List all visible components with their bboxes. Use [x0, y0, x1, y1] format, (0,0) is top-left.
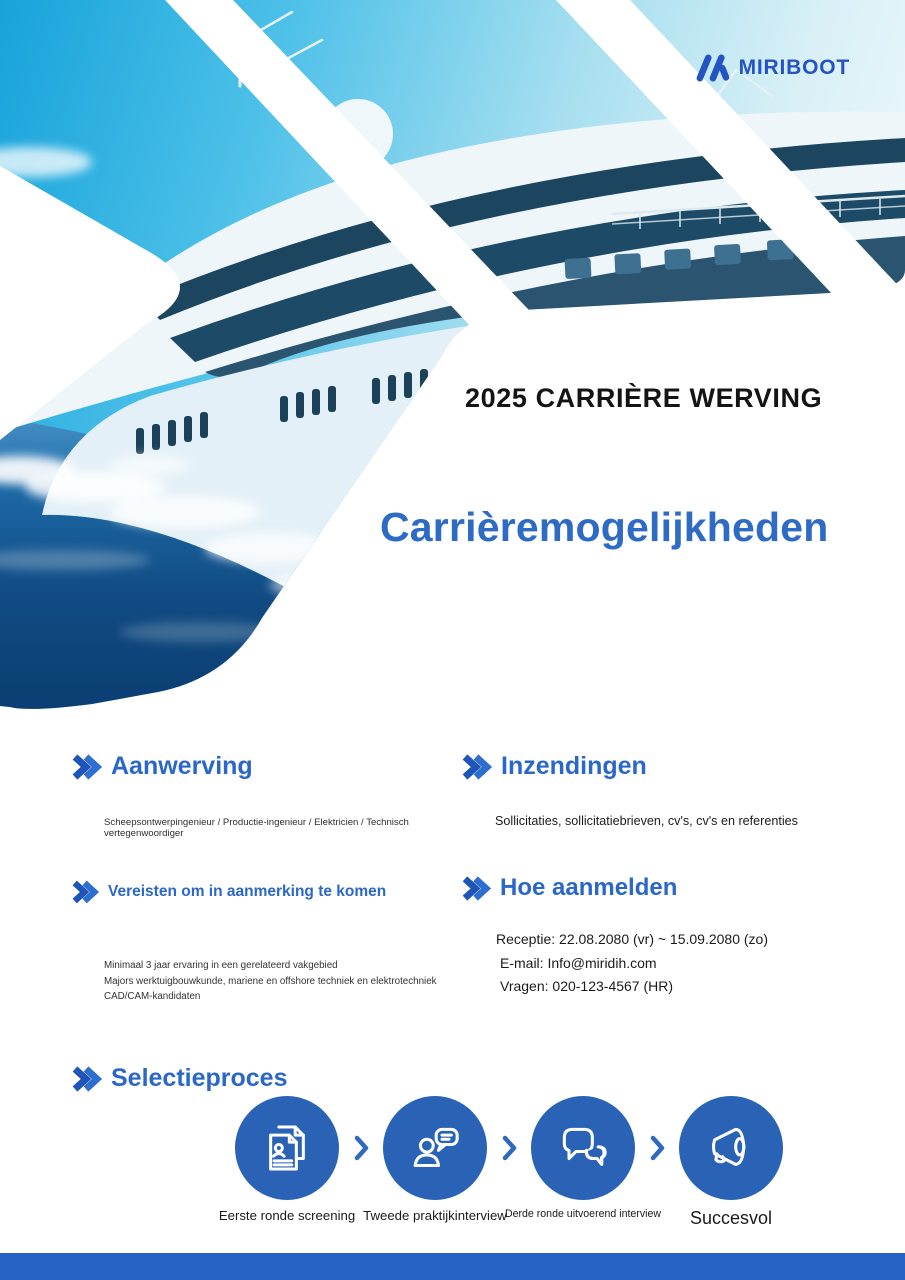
double-chevron-icon — [462, 754, 492, 780]
section-recruitment — [72, 752, 452, 839]
requirement-line: Majors werktuigbouwkunde, mariene en offshore techniek en elektrotechniek — [104, 975, 437, 987]
double-chevron-icon — [462, 876, 491, 901]
megaphone-icon — [703, 1120, 759, 1176]
requirement-line: CAD/CAM-kandidaten — [104, 991, 201, 1002]
requirements-title: Vereisten om in aanmerking te komen — [108, 883, 387, 900]
how-to-apply-title: Hoe aanmelden — [500, 874, 678, 901]
step-label: Derde ronde uitvoerend interview — [504, 1208, 662, 1220]
double-chevron-icon — [72, 754, 102, 780]
process-step-circle — [383, 1096, 487, 1200]
recruitment-title: Aanwerving — [111, 752, 253, 780]
step-label: Tweede praktijkinterview — [363, 1208, 507, 1223]
requirement-line: Minimaal 3 jaar ervaring in een gerelateerd vakgebied — [104, 960, 338, 971]
person-speech-icon — [407, 1120, 463, 1176]
submissions-title: Inzendingen — [501, 752, 647, 780]
page-title: Carrièremogelijkheden — [380, 504, 829, 550]
requirements-list — [104, 958, 452, 1005]
brand-logo — [693, 54, 850, 82]
recruitment-positions: Scheepsontwerpingenieur / Productie-ingenieur / Elektricien / Technisch vertegenwoordiger — [104, 817, 409, 839]
step-arrow — [487, 1134, 531, 1162]
section-process — [72, 1064, 288, 1093]
double-chevron-icon — [72, 1066, 102, 1092]
step-arrow — [339, 1134, 383, 1162]
brand-logo-text: MIRIBOOT — [738, 56, 850, 79]
email-line: E-mail: Info@miridih.com — [500, 954, 657, 971]
process-step-circle — [235, 1096, 339, 1200]
phone-line: Vragen: 020-123-4567 (HR) — [500, 978, 674, 994]
section-submissions — [462, 752, 862, 828]
miriboot-logo-icon — [693, 54, 731, 82]
process-step-circle — [531, 1096, 635, 1200]
section-how-to-apply — [462, 874, 862, 999]
process-step-circle — [679, 1096, 783, 1200]
apply-contact-list — [496, 928, 862, 999]
hero-kicker: 2025 CARRIÈRE WERVING — [465, 383, 823, 413]
process-steps — [235, 1096, 783, 1200]
double-chevron-icon — [72, 880, 99, 904]
process-title: Selectieproces — [111, 1064, 288, 1092]
step-label: Eerste ronde screening — [218, 1208, 356, 1223]
reception-line: Receptie: 22.08.2080 (vr) ~ 15.09.2080 (zo) — [496, 931, 769, 947]
submissions-body: Sollicitaties, sollicitatiebrieven, cv's, cv's en referenties — [495, 814, 798, 828]
step-arrow — [635, 1134, 679, 1162]
resume-documents-icon — [259, 1120, 315, 1176]
chat-bubbles-icon — [555, 1120, 611, 1176]
footer-accent-bar — [0, 1253, 905, 1280]
step-label: Succesvol — [689, 1208, 773, 1228]
section-requirements — [72, 880, 452, 1005]
